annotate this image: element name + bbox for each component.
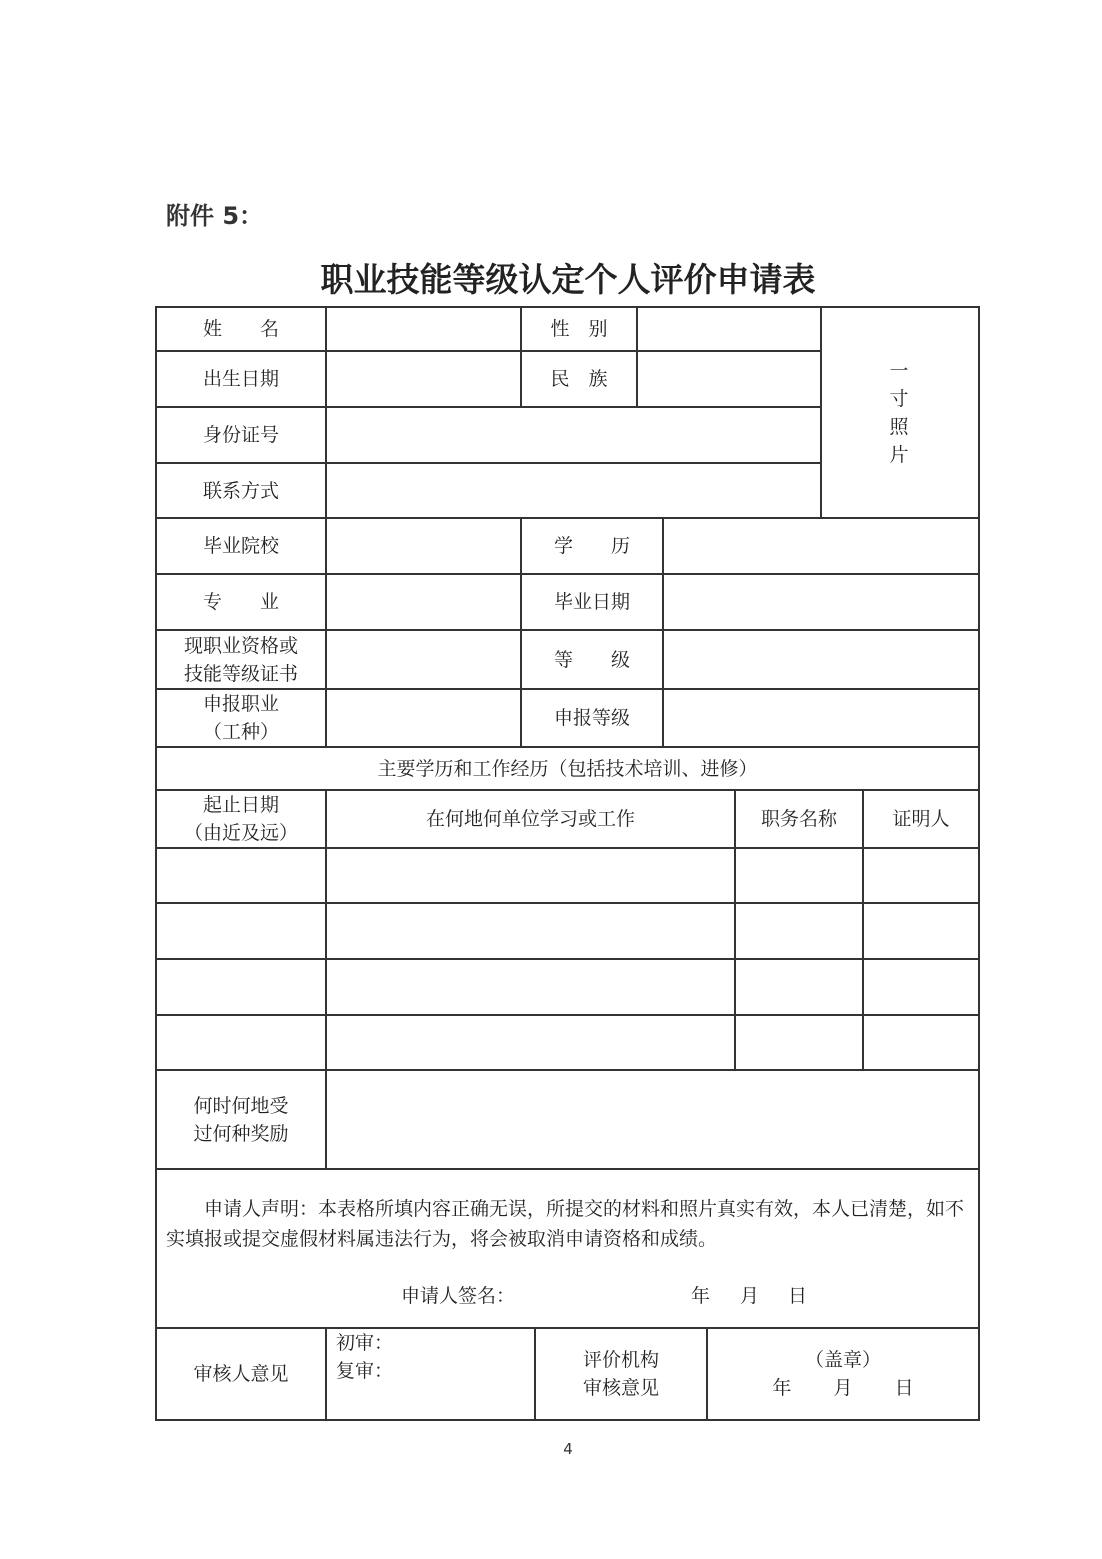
label-major: 专 业 bbox=[202, 591, 279, 613]
history-row-3-dates[interactable] bbox=[157, 960, 325, 1014]
label-awards-line2: 过何种奖励 bbox=[193, 1122, 289, 1145]
seal-date-year: 年 bbox=[772, 1377, 792, 1399]
input-current-cert[interactable] bbox=[327, 631, 520, 688]
history-row-3-witness[interactable] bbox=[864, 960, 978, 1014]
seal-label: （盖章） bbox=[804, 1349, 881, 1371]
history-row-2-position[interactable] bbox=[736, 904, 862, 958]
label-current-cert bbox=[157, 631, 325, 688]
signature-field[interactable] bbox=[506, 1281, 681, 1307]
photo-placeholder[interactable] bbox=[866, 357, 932, 469]
input-birth-date[interactable] bbox=[327, 352, 520, 406]
input-grad-date[interactable] bbox=[664, 575, 978, 629]
sign-date-month: 月 bbox=[740, 1285, 760, 1307]
org-seal-area[interactable] bbox=[708, 1329, 978, 1419]
history-col-dates bbox=[157, 791, 325, 847]
label-id-number: 身份证号 bbox=[202, 424, 279, 446]
input-major[interactable] bbox=[327, 575, 520, 629]
page-number: 4 bbox=[563, 1440, 573, 1458]
history-row-3-position[interactable] bbox=[736, 960, 862, 1014]
form-title: 职业技能等级认定个人评价申请表 bbox=[320, 260, 816, 299]
history-col-dates-line2: （由近及远） bbox=[183, 822, 298, 844]
label-org-review bbox=[536, 1329, 706, 1419]
input-apply-level[interactable] bbox=[664, 690, 978, 746]
label-review: 审核人意见 bbox=[193, 1363, 289, 1385]
label-contact: 联系方式 bbox=[202, 479, 279, 502]
label-apply-job-line2: （工种） bbox=[202, 721, 279, 743]
label-level: 等 级 bbox=[553, 648, 630, 671]
history-row-1-dates[interactable] bbox=[157, 849, 325, 902]
history-col-dates-line1: 起止日期 bbox=[202, 794, 279, 816]
seal-date-day: 日 bbox=[894, 1377, 914, 1399]
input-awards[interactable] bbox=[327, 1071, 978, 1168]
history-col-place: 在何地何单位学习或工作 bbox=[425, 808, 635, 830]
review-first: 初审： bbox=[336, 1332, 394, 1354]
signature-label: 申请人签名： bbox=[401, 1285, 516, 1307]
label-ethnicity: 民 族 bbox=[550, 368, 608, 390]
label-apply-level: 申报等级 bbox=[553, 707, 630, 729]
label-current-cert-line2: 技能等级证书 bbox=[183, 662, 298, 685]
photo-char-3: 照 bbox=[889, 416, 909, 438]
history-row-3-place[interactable] bbox=[327, 960, 734, 1014]
label-awards bbox=[157, 1071, 325, 1168]
history-section-title: 主要学历和工作经历（包括技术培训、进修） bbox=[377, 757, 758, 780]
input-education[interactable] bbox=[664, 519, 978, 573]
history-row-4-place[interactable] bbox=[327, 1016, 734, 1069]
input-id-number[interactable] bbox=[327, 408, 820, 462]
seal-date-month: 月 bbox=[833, 1377, 853, 1399]
label-apply-job bbox=[157, 690, 325, 746]
attachment-label: 附件 5： bbox=[166, 202, 264, 230]
photo-char-1: 一 bbox=[889, 360, 909, 382]
input-contact[interactable] bbox=[327, 464, 820, 517]
history-row-2-dates[interactable] bbox=[157, 904, 325, 958]
input-ethnicity[interactable] bbox=[638, 352, 820, 406]
review-second: 复审： bbox=[336, 1360, 394, 1382]
input-gender[interactable] bbox=[638, 308, 820, 350]
history-row-1-place[interactable] bbox=[327, 849, 734, 902]
photo-char-2: 寸 bbox=[889, 388, 909, 410]
history-row-4-witness[interactable] bbox=[864, 1016, 978, 1069]
sign-date-day: 日 bbox=[788, 1285, 808, 1307]
label-org-review-line2: 审核意见 bbox=[582, 1377, 659, 1399]
label-birth-date: 出生日期 bbox=[202, 368, 279, 390]
input-school[interactable] bbox=[327, 519, 520, 573]
declaration-text: 申请人声明：本表格所填内容正确无误，所提交的材料和照片真实有效，本人已清楚，如不实填报或提交虚假材料属违法行为，将会被取消申请资格和成绩。 bbox=[166, 1198, 965, 1250]
history-col-position: 职务名称 bbox=[760, 808, 837, 830]
label-org-review-line1: 评价机构 bbox=[582, 1349, 659, 1371]
label-apply-job-line1: 申报职业 bbox=[202, 693, 279, 715]
history-row-4-dates[interactable] bbox=[157, 1016, 325, 1069]
label-education: 学 历 bbox=[553, 535, 630, 557]
review-stages[interactable] bbox=[336, 1329, 534, 1419]
input-apply-job[interactable] bbox=[327, 690, 520, 746]
label-current-cert-line1: 现职业资格或 bbox=[183, 634, 298, 657]
photo-char-4: 片 bbox=[889, 444, 909, 466]
label-school: 毕业院校 bbox=[202, 535, 279, 557]
history-row-2-witness[interactable] bbox=[864, 904, 978, 958]
seal-date bbox=[772, 1374, 913, 1402]
history-col-witness: 证明人 bbox=[892, 808, 950, 830]
sign-date-year: 年 bbox=[691, 1285, 711, 1307]
label-grad-date: 毕业日期 bbox=[553, 591, 630, 613]
input-name[interactable] bbox=[327, 308, 520, 350]
history-row-4-position[interactable] bbox=[736, 1016, 862, 1069]
history-row-1-witness[interactable] bbox=[864, 849, 978, 902]
label-name: 姓 名 bbox=[202, 318, 279, 340]
input-level[interactable] bbox=[664, 631, 978, 688]
history-row-1-position[interactable] bbox=[736, 849, 862, 902]
history-row-2-place[interactable] bbox=[327, 904, 734, 958]
label-awards-line1: 何时何地受 bbox=[193, 1094, 289, 1117]
label-gender: 性 别 bbox=[550, 318, 608, 340]
